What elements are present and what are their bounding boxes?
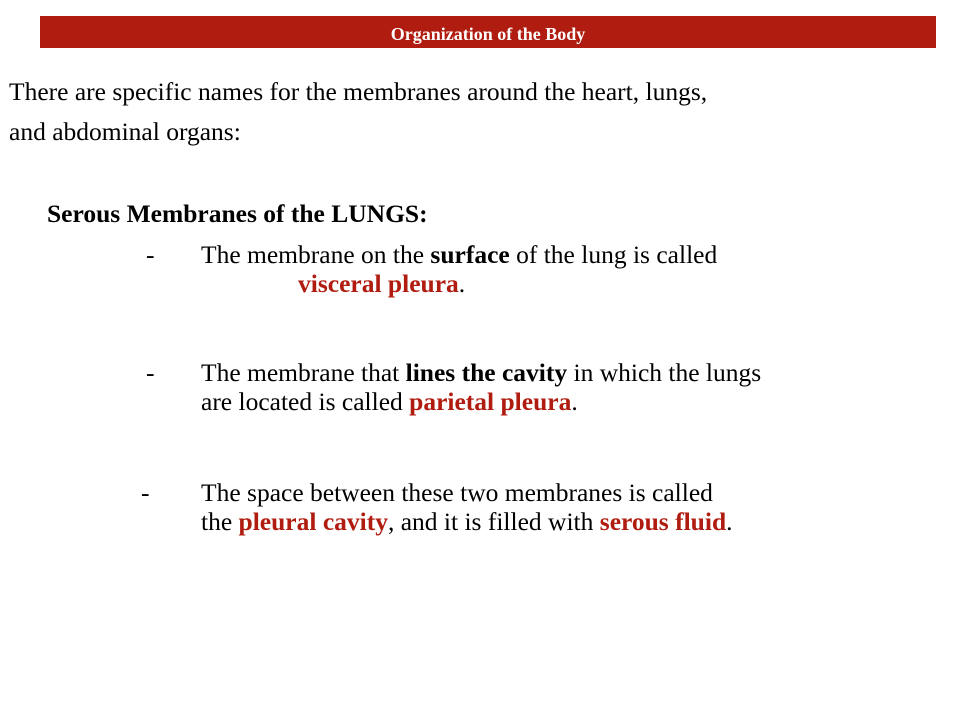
bullet-text: [201, 358, 761, 416]
text-run: The membrane that: [201, 358, 406, 387]
bullet-text: [201, 478, 733, 536]
term-serous-fluid: serous fluid: [599, 507, 727, 536]
text-run: .: [571, 387, 578, 416]
text-run: .: [458, 269, 466, 298]
bullet-line: [201, 507, 733, 536]
slide-title: Organization of the Body: [390, 24, 586, 44]
keyword-lines-the-cavity: lines the cavity: [405, 358, 568, 387]
term-pleural-cavity: pleural cavity: [238, 507, 388, 536]
text-run: the: [201, 507, 239, 536]
text-run: The membrane on the: [201, 240, 431, 269]
term-parietal-pleura: parietal pleura: [409, 387, 572, 416]
bullet-line: [201, 269, 717, 298]
intro-line-1: There are specific names for the membranes around the heart, lungs,: [9, 77, 708, 106]
bullet-line: [201, 387, 761, 416]
bullet-dash: -: [146, 240, 155, 269]
bullet-visceral-pleura: [0, 240, 960, 310]
bullet-dash: -: [146, 358, 155, 387]
text-run: in which the lungs: [567, 358, 762, 387]
section-heading: Serous Membranes of the LUNGS:: [47, 199, 428, 228]
keyword-surface: surface: [430, 240, 510, 269]
bullet-pleural-cavity: [0, 478, 960, 548]
text-run: , and it is filled with: [387, 507, 600, 536]
bullet-line: [201, 478, 733, 507]
text-run: The space between these two membranes is called: [201, 478, 713, 507]
slide-title-bar: [40, 16, 936, 48]
bullet-line: [201, 358, 761, 387]
intro-line-2: and abdominal organs:: [9, 117, 241, 146]
text-run: .: [726, 507, 733, 536]
bullet-line: [201, 240, 717, 269]
bullet-text: [201, 240, 717, 298]
bullet-dash: -: [141, 478, 150, 507]
bullet-parietal-pleura: [0, 358, 960, 428]
term-visceral-pleura: visceral pleura: [298, 269, 459, 298]
text-run: of the lung is called: [509, 240, 718, 269]
intro-paragraph: [9, 72, 929, 152]
text-run: are located is called: [201, 387, 410, 416]
